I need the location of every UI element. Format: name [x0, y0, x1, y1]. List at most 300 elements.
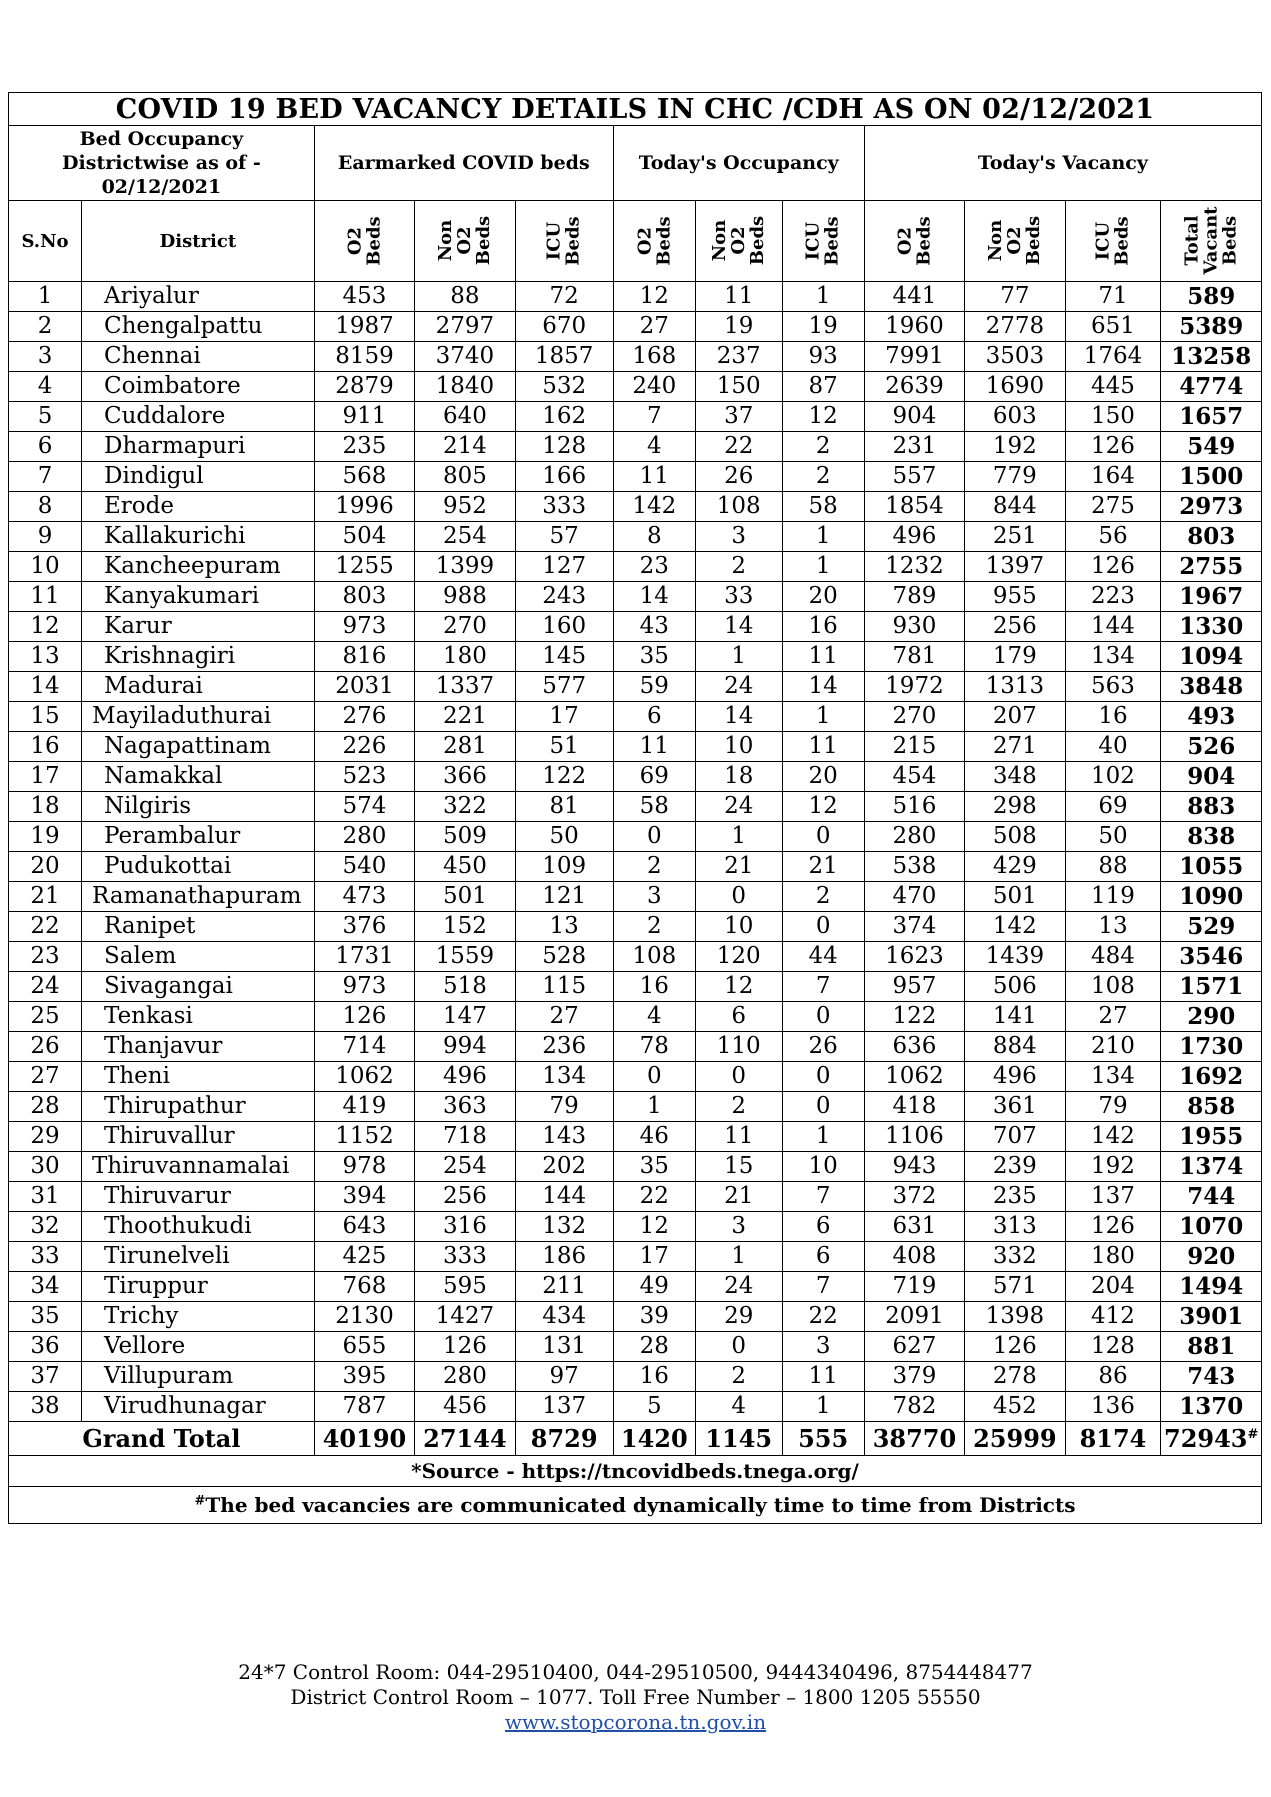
- occupancy-o2-cell: 6: [613, 702, 695, 732]
- sno-cell: 38: [9, 1392, 82, 1422]
- district-header: District: [82, 201, 315, 282]
- table-row: [9, 1302, 1262, 1332]
- sno-cell: 23: [9, 942, 82, 972]
- beds-label: Beds: [822, 215, 844, 266]
- occupancy-icu-cell: 7: [782, 972, 864, 1002]
- earmarked-o2-cell: 1255: [314, 552, 414, 582]
- grand-total-label: Grand Total: [9, 1422, 315, 1456]
- vacancy-o2-cell: 516: [864, 792, 964, 822]
- earmarked-o2-cell: 523: [314, 762, 414, 792]
- vacancy-non-o2-cell: 256: [965, 612, 1065, 642]
- icu-label: ICU: [544, 221, 566, 260]
- sno-cell: 37: [9, 1362, 82, 1392]
- sno-cell: 28: [9, 1092, 82, 1122]
- vacancy-icu-cell: 16: [1065, 702, 1161, 732]
- non-label: Non: [435, 219, 457, 262]
- occupancy-non-o2-cell: 2: [695, 552, 782, 582]
- earmarked-o2-cell: 803: [314, 582, 414, 612]
- earmarked-icu-cell: 79: [515, 1092, 613, 1122]
- vacancy-icu-cell: 134: [1065, 642, 1161, 672]
- earmarked-non-o2-cell: 214: [415, 432, 515, 462]
- occupancy-icu-cell: 12: [782, 792, 864, 822]
- occupancy-non-o2-cell: 12: [695, 972, 782, 1002]
- bed-occupancy-line-1: Bed Occupancy: [79, 128, 244, 150]
- table-row: [9, 822, 1262, 852]
- occupancy-o2-cell: 8: [613, 522, 695, 552]
- table-row: [9, 1392, 1262, 1422]
- table-row: [9, 642, 1262, 672]
- vacancy-non-o2-cell: 2778: [965, 312, 1065, 342]
- earmarked-non-o2-cell: 595: [415, 1272, 515, 1302]
- vacancy-o2-cell: 1623: [864, 942, 964, 972]
- vacancy-o2-cell: 1972: [864, 672, 964, 702]
- total-label: Total: [1181, 215, 1203, 266]
- beds-label: Beds: [1219, 215, 1241, 266]
- table-row: [9, 342, 1262, 372]
- sno-cell: 20: [9, 852, 82, 882]
- earmarked-o2-cell: 768: [314, 1272, 414, 1302]
- occupancy-icu-cell: 2: [782, 462, 864, 492]
- vacancy-non-o2-cell: 179: [965, 642, 1065, 672]
- sno-cell: 29: [9, 1122, 82, 1152]
- vacancy-o2-cell: 538: [864, 852, 964, 882]
- occupancy-non-o2-cell: 24: [695, 672, 782, 702]
- vacancy-non-o2-cell: 271: [965, 732, 1065, 762]
- earmarked-non-o2-cell: 1337: [415, 672, 515, 702]
- vacancy-icu-cell: 126: [1065, 552, 1161, 582]
- occupancy-icu-cell: 3: [782, 1332, 864, 1362]
- vacancy-o2-cell: 557: [864, 462, 964, 492]
- district-rows: [9, 282, 1262, 1422]
- district-cell: Sivagangai: [82, 972, 315, 1002]
- vacancy-o2-cell: 719: [864, 1272, 964, 1302]
- occupancy-icu-header: [782, 201, 864, 282]
- occupancy-icu-cell: 1: [782, 702, 864, 732]
- bed-vacancy-sheet: [8, 92, 1262, 1524]
- beds-label: Beds: [473, 215, 495, 266]
- earmarked-icu-cell: 131: [515, 1332, 613, 1362]
- occupancy-non-o2-cell: 10: [695, 912, 782, 942]
- sno-cell: 9: [9, 522, 82, 552]
- beds-label: Beds: [913, 215, 935, 266]
- vacancy-o2-cell: 122: [864, 1002, 964, 1032]
- earmarked-icu-cell: 109: [515, 852, 613, 882]
- earmarked-icu-cell: 97: [515, 1362, 613, 1392]
- vacancy-icu-cell: 180: [1065, 1242, 1161, 1272]
- sno-cell: 30: [9, 1152, 82, 1182]
- beds-label: Beds: [653, 215, 675, 266]
- earmarked-icu-cell: 528: [515, 942, 613, 972]
- vacancy-non-o2-cell: 508: [965, 822, 1065, 852]
- table-row: [9, 1122, 1262, 1152]
- total-vacant-cell: 493: [1161, 702, 1262, 732]
- district-cell: Thanjavur: [82, 1032, 315, 1062]
- district-cell: Dindigul: [82, 462, 315, 492]
- earmarked-non-o2-cell: 281: [415, 732, 515, 762]
- sno-cell: 12: [9, 612, 82, 642]
- occupancy-non-o2-cell: 108: [695, 492, 782, 522]
- o2-label: O2: [894, 226, 916, 255]
- total-vacant-cell: 1657: [1161, 402, 1262, 432]
- vacancy-non-o2-cell: 884: [965, 1032, 1065, 1062]
- vacancy-o2-cell: 904: [864, 402, 964, 432]
- total-vacant-cell: 1094: [1161, 642, 1262, 672]
- note-text: The bed vacancies are communicated dynamically time to time from Districts: [205, 1493, 1076, 1517]
- beds-label: Beds: [747, 215, 769, 266]
- vacancy-icu-cell: 108: [1065, 972, 1161, 1002]
- table-row: [9, 372, 1262, 402]
- vacancy-o2-cell: 454: [864, 762, 964, 792]
- occupancy-o2-cell: 168: [613, 342, 695, 372]
- occupancy-icu-cell: 11: [782, 732, 864, 762]
- total-vacant-cell: 5389: [1161, 312, 1262, 342]
- total-vacant-value: 72943: [1164, 1424, 1248, 1453]
- earmarked-o2-cell: 973: [314, 972, 414, 1002]
- bed-occupancy-header: [9, 126, 315, 201]
- total-vacant-cell: 1370: [1161, 1392, 1262, 1422]
- vacancy-o2-cell: 215: [864, 732, 964, 762]
- earmarked-non-o2-cell: 952: [415, 492, 515, 522]
- vacancy-icu-cell: 204: [1065, 1272, 1161, 1302]
- occupancy-o2-cell: 0: [613, 1062, 695, 1092]
- table-row: [9, 1272, 1262, 1302]
- sno-cell: 2: [9, 312, 82, 342]
- occupancy-o2-cell: 12: [613, 282, 695, 312]
- table-row: [9, 1362, 1262, 1392]
- earmarked-non-o2-cell: 147: [415, 1002, 515, 1032]
- vacancy-non-o2-cell: 251: [965, 522, 1065, 552]
- occupancy-o2-cell: 108: [613, 942, 695, 972]
- total-vacant-cell: 3848: [1161, 672, 1262, 702]
- occupancy-non-o2-cell: 3: [695, 522, 782, 552]
- earmarked-non-o2-cell: 280: [415, 1362, 515, 1392]
- district-cell: Nagapattinam: [82, 732, 315, 762]
- total-vacant-cell: 3901: [1161, 1302, 1262, 1332]
- vacancy-o2-cell: 280: [864, 822, 964, 852]
- earmarked-o2-cell: 126: [314, 1002, 414, 1032]
- district-cell: Cuddalore: [82, 402, 315, 432]
- district-cell: Vellore: [82, 1332, 315, 1362]
- occupancy-non-o2-cell: 21: [695, 1182, 782, 1212]
- earmarked-non-o2-cell: 366: [415, 762, 515, 792]
- earmarked-icu-cell: 132: [515, 1212, 613, 1242]
- vacancy-o2-header: [864, 201, 964, 282]
- vacancy-o2-cell: 496: [864, 522, 964, 552]
- occupancy-non-o2-cell: 237: [695, 342, 782, 372]
- district-cell: Nilgiris: [82, 792, 315, 822]
- occupancy-non-o2-cell: 2: [695, 1362, 782, 1392]
- total-vacant-cell: 526: [1161, 732, 1262, 762]
- earmarked-non-o2-cell: 2797: [415, 312, 515, 342]
- occupancy-icu-cell: 10: [782, 1152, 864, 1182]
- earmarked-non-o2-cell: 322: [415, 792, 515, 822]
- table-row: [9, 942, 1262, 972]
- earmarked-o2-cell: 8159: [314, 342, 414, 372]
- sno-cell: 7: [9, 462, 82, 492]
- vacancy-icu-cell: 484: [1065, 942, 1161, 972]
- total-vacant-beds: [1161, 1422, 1262, 1456]
- table-row: [9, 282, 1262, 312]
- occupancy-non-o2-cell: 1: [695, 642, 782, 672]
- earmarked-non-o2-cell: 718: [415, 1122, 515, 1152]
- vacancy-non-o2-cell: 955: [965, 582, 1065, 612]
- earmarked-o2-cell: 2879: [314, 372, 414, 402]
- earmarked-non-o2-cell: 254: [415, 522, 515, 552]
- total-vacant-cell: 1571: [1161, 972, 1262, 1002]
- beds-label: Beds: [1111, 215, 1133, 266]
- sno-cell: 17: [9, 762, 82, 792]
- earmarked-icu-cell: 17: [515, 702, 613, 732]
- earmarked-icu-cell: 143: [515, 1122, 613, 1152]
- todays-occupancy-header: Today's Occupancy: [613, 126, 864, 201]
- vacancy-non-o2-cell: 506: [965, 972, 1065, 1002]
- sno-cell: 4: [9, 372, 82, 402]
- sno-cell: 5: [9, 402, 82, 432]
- total-occupancy-o2: 1420: [613, 1422, 695, 1456]
- sno-cell: 35: [9, 1302, 82, 1332]
- vacancy-icu-cell: 445: [1065, 372, 1161, 402]
- vacancy-non-o2-cell: 844: [965, 492, 1065, 522]
- occupancy-non-o2-cell: 4: [695, 1392, 782, 1422]
- earmarked-icu-cell: 145: [515, 642, 613, 672]
- earmarked-non-o2-header: [415, 201, 515, 282]
- vacancy-icu-cell: 119: [1065, 882, 1161, 912]
- occupancy-icu-cell: 0: [782, 1002, 864, 1032]
- total-vacant-cell: 13258: [1161, 342, 1262, 372]
- vacancy-non-o2-cell: 452: [965, 1392, 1065, 1422]
- earmarked-icu-cell: 211: [515, 1272, 613, 1302]
- occupancy-o2-cell: 2: [613, 852, 695, 882]
- vacancy-icu-cell: 50: [1065, 822, 1161, 852]
- occupancy-non-o2-cell: 19: [695, 312, 782, 342]
- earmarked-non-o2-cell: 1559: [415, 942, 515, 972]
- district-cell: Karur: [82, 612, 315, 642]
- vacancy-non-o2-cell: 348: [965, 762, 1065, 792]
- occupancy-non-o2-header: [695, 201, 782, 282]
- vacancy-non-o2-cell: 1439: [965, 942, 1065, 972]
- district-cell: Trichy: [82, 1302, 315, 1332]
- vacancy-non-o2-cell: 501: [965, 882, 1065, 912]
- earmarked-icu-cell: 532: [515, 372, 613, 402]
- earmarked-non-o2-cell: 88: [415, 282, 515, 312]
- table-row: [9, 522, 1262, 552]
- vacancy-non-o2-cell: 603: [965, 402, 1065, 432]
- earmarked-icu-cell: 50: [515, 822, 613, 852]
- vacancy-icu-cell: 71: [1065, 282, 1161, 312]
- vacancy-icu-cell: 412: [1065, 1302, 1161, 1332]
- district-cell: Thirupathur: [82, 1092, 315, 1122]
- occupancy-o2-cell: 142: [613, 492, 695, 522]
- vacancy-o2-cell: 1854: [864, 492, 964, 522]
- total-vacant-cell: 1500: [1161, 462, 1262, 492]
- vacancy-non-o2-cell: 1313: [965, 672, 1065, 702]
- vacancy-o2-cell: 781: [864, 642, 964, 672]
- vacancy-icu-cell: 126: [1065, 432, 1161, 462]
- vacancy-non-o2-cell: 571: [965, 1272, 1065, 1302]
- earmarked-icu-cell: 127: [515, 552, 613, 582]
- earmarked-non-o2-cell: 180: [415, 642, 515, 672]
- table-row: [9, 702, 1262, 732]
- occupancy-o2-cell: 39: [613, 1302, 695, 1332]
- vacancy-non-o2-cell: 779: [965, 462, 1065, 492]
- total-vacant-cell: 1692: [1161, 1062, 1262, 1092]
- vacancy-icu-cell: 13: [1065, 912, 1161, 942]
- occupancy-o2-cell: 27: [613, 312, 695, 342]
- vacancy-o2-cell: 930: [864, 612, 964, 642]
- occupancy-o2-cell: 35: [613, 642, 695, 672]
- earmarked-o2-cell: 276: [314, 702, 414, 732]
- earmarked-icu-cell: 134: [515, 1062, 613, 1092]
- vacancy-o2-cell: 1106: [864, 1122, 964, 1152]
- sno-cell: 34: [9, 1272, 82, 1302]
- table-row: [9, 1062, 1262, 1092]
- vacancy-icu-cell: 223: [1065, 582, 1161, 612]
- total-earmarked-icu: 8729: [515, 1422, 613, 1456]
- vacancy-icu-cell: 88: [1065, 852, 1161, 882]
- sno-cell: 8: [9, 492, 82, 522]
- occupancy-non-o2-cell: 0: [695, 1062, 782, 1092]
- total-vacancy-non-o2: 25999: [965, 1422, 1065, 1456]
- sno-cell: 13: [9, 642, 82, 672]
- vacancy-non-o2-cell: 1690: [965, 372, 1065, 402]
- vacancy-o2-cell: 789: [864, 582, 964, 612]
- earmarked-icu-cell: 144: [515, 1182, 613, 1212]
- total-vacant-cell: 529: [1161, 912, 1262, 942]
- occupancy-icu-cell: 19: [782, 312, 864, 342]
- occupancy-o2-cell: 240: [613, 372, 695, 402]
- occupancy-non-o2-cell: 3: [695, 1212, 782, 1242]
- occupancy-o2-cell: 4: [613, 1002, 695, 1032]
- table-row: [9, 402, 1262, 432]
- occupancy-non-o2-cell: 22: [695, 432, 782, 462]
- total-vacant-cell: 549: [1161, 432, 1262, 462]
- bed-vacancy-table: [8, 92, 1262, 1524]
- earmarked-icu-cell: 121: [515, 882, 613, 912]
- table-row: [9, 1332, 1262, 1362]
- occupancy-icu-cell: 12: [782, 402, 864, 432]
- occupancy-non-o2-cell: 24: [695, 1272, 782, 1302]
- occupancy-icu-cell: 14: [782, 672, 864, 702]
- total-occupancy-non-o2: 1145: [695, 1422, 782, 1456]
- vacancy-o2-cell: 372: [864, 1182, 964, 1212]
- table-row: [9, 1002, 1262, 1032]
- vacancy-o2-cell: 441: [864, 282, 964, 312]
- earmarked-icu-cell: 128: [515, 432, 613, 462]
- non-label: Non: [709, 219, 731, 262]
- sno-header: S.No: [9, 201, 82, 282]
- note-hash-mark: #: [194, 1493, 206, 1509]
- table-row: [9, 1152, 1262, 1182]
- table-row: [9, 1092, 1262, 1122]
- earmarked-non-o2-cell: 496: [415, 1062, 515, 1092]
- district-cell: Theni: [82, 1062, 315, 1092]
- occupancy-o2-cell: 5: [613, 1392, 695, 1422]
- occupancy-non-o2-cell: 29: [695, 1302, 782, 1332]
- earmarked-non-o2-cell: 221: [415, 702, 515, 732]
- total-earmarked-non-o2: 27144: [415, 1422, 515, 1456]
- vacancy-icu-cell: 275: [1065, 492, 1161, 522]
- occupancy-non-o2-cell: 150: [695, 372, 782, 402]
- total-vacant-cell: 920: [1161, 1242, 1262, 1272]
- earmarked-o2-cell: 655: [314, 1332, 414, 1362]
- table-row: [9, 312, 1262, 342]
- earmarked-o2-cell: 394: [314, 1182, 414, 1212]
- occupancy-o2-cell: 14: [613, 582, 695, 612]
- occupancy-o2-cell: 58: [613, 792, 695, 822]
- stopcorona-link[interactable]: www.stopcorona.tn.gov.in: [504, 1710, 767, 1734]
- bed-occupancy-line-3: 02/12/2021: [101, 176, 222, 198]
- earmarked-non-o2-cell: 509: [415, 822, 515, 852]
- vacancy-non-o2-cell: 361: [965, 1092, 1065, 1122]
- vacancy-icu-cell: 150: [1065, 402, 1161, 432]
- vacancy-o2-cell: 957: [864, 972, 964, 1002]
- occupancy-o2-cell: 1: [613, 1092, 695, 1122]
- vacancy-icu-cell: 126: [1065, 1212, 1161, 1242]
- table-row: [9, 672, 1262, 702]
- vacancy-non-o2-cell: 141: [965, 1002, 1065, 1032]
- note-line: [9, 1487, 1262, 1524]
- district-cell: Coimbatore: [82, 372, 315, 402]
- occupancy-icu-cell: 0: [782, 1092, 864, 1122]
- earmarked-o2-cell: 376: [314, 912, 414, 942]
- occupancy-icu-cell: 7: [782, 1182, 864, 1212]
- district-cell: Pudukottai: [82, 852, 315, 882]
- sno-cell: 15: [9, 702, 82, 732]
- district-cell: Tirunelveli: [82, 1242, 315, 1272]
- occupancy-icu-cell: 1: [782, 552, 864, 582]
- earmarked-non-o2-cell: 518: [415, 972, 515, 1002]
- vacancy-non-o2-cell: 1397: [965, 552, 1065, 582]
- earmarked-non-o2-cell: 805: [415, 462, 515, 492]
- district-cell: Madurai: [82, 672, 315, 702]
- icu-label: ICU: [803, 221, 825, 260]
- vacancy-non-o2-cell: 1398: [965, 1302, 1065, 1332]
- vacancy-o2-cell: 1232: [864, 552, 964, 582]
- vacancy-o2-cell: 379: [864, 1362, 964, 1392]
- district-cell: Thiruvallur: [82, 1122, 315, 1152]
- table-row: [9, 1032, 1262, 1062]
- earmarked-o2-cell: 574: [314, 792, 414, 822]
- vacancy-icu-cell: 134: [1065, 1062, 1161, 1092]
- occupancy-non-o2-cell: 18: [695, 762, 782, 792]
- vacancy-o2-cell: 1062: [864, 1062, 964, 1092]
- district-control-line: District Control Room – 1077. Toll Free Number – 1800 1205 55550: [290, 1685, 981, 1709]
- occupancy-icu-cell: 93: [782, 342, 864, 372]
- earmarked-o2-cell: 540: [314, 852, 414, 882]
- earmarked-o2-cell: 714: [314, 1032, 414, 1062]
- earmarked-o2-cell: 453: [314, 282, 414, 312]
- occupancy-non-o2-cell: 110: [695, 1032, 782, 1062]
- earmarked-o2-cell: 973: [314, 612, 414, 642]
- table-row: [9, 852, 1262, 882]
- vacancy-o2-cell: 943: [864, 1152, 964, 1182]
- occupancy-o2-cell: 11: [613, 732, 695, 762]
- vacancy-non-o2-cell: 3503: [965, 342, 1065, 372]
- o2-label: O2: [634, 226, 656, 255]
- earmarked-o2-cell: 425: [314, 1242, 414, 1272]
- earmarked-icu-cell: 577: [515, 672, 613, 702]
- occupancy-non-o2-cell: 33: [695, 582, 782, 612]
- total-earmarked-o2: 40190: [314, 1422, 414, 1456]
- vacancy-icu-cell: 1764: [1065, 342, 1161, 372]
- earmarked-icu-cell: 122: [515, 762, 613, 792]
- occupancy-o2-cell: 46: [613, 1122, 695, 1152]
- earmarked-non-o2-cell: 1399: [415, 552, 515, 582]
- vacancy-icu-cell: 128: [1065, 1332, 1161, 1362]
- vacancy-o2-cell: 408: [864, 1242, 964, 1272]
- earmarked-non-o2-cell: 1840: [415, 372, 515, 402]
- earmarked-icu-cell: 27: [515, 1002, 613, 1032]
